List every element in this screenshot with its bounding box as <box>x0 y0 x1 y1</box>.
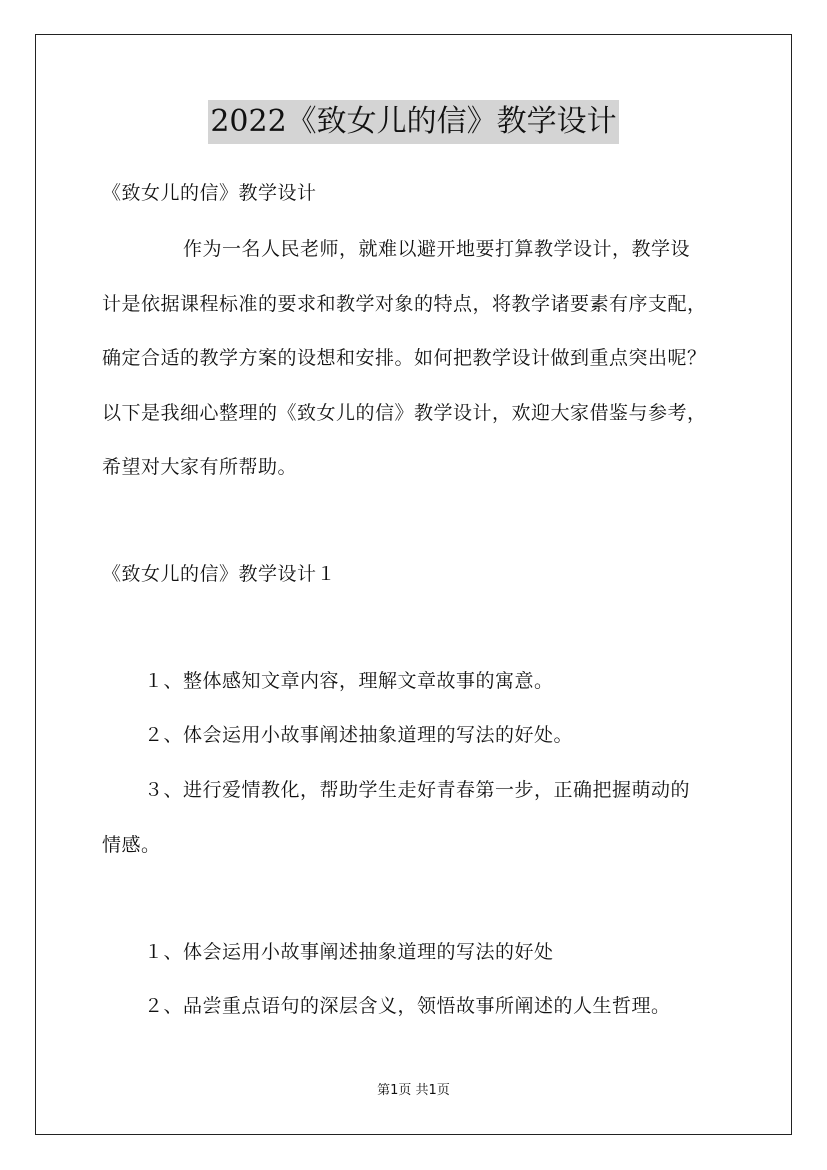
document-title: 2022《致女儿的信》教学设计 <box>208 100 618 144</box>
key-point-item: １、体会运用小故事阐述抽象道理的写法的好处 <box>144 941 554 963</box>
intro-line: 确定合适的教学方案的设想和安排。如何把教学设计做到重点突出呢？ <box>102 347 707 369</box>
intro-line: 以下是我细心整理的《致女儿的信》教学设计，欢迎大家借鉴与参考， <box>102 402 707 424</box>
intro-line: 希望对大家有所帮助。 <box>102 456 298 478</box>
key-point-item: ２、品尝重点语句的深层含义，领悟故事所阐述的人生哲理。 <box>144 995 671 1017</box>
page-footer: 第1页 共1页 <box>377 1083 450 1098</box>
goal-item-continuation: 情感。 <box>102 834 161 856</box>
goal-item: ３、进行爱情教化，帮助学生走好青春第一步，正确把握萌动的 <box>144 779 691 801</box>
intro-line: 作为一名人民老师，就难以避开地要打算教学设计，教学设 <box>183 238 691 260</box>
document-title-wrap <box>0 100 827 144</box>
subtitle: 《致女儿的信》教学设计 <box>102 182 317 204</box>
intro-line: 计是依据课程标准的要求和教学对象的特点，将教学诸要素有序支配， <box>102 293 707 315</box>
goal-item: ２、体会运用小故事阐述抽象道理的写法的好处。 <box>144 724 574 746</box>
goal-item: １、整体感知文章内容，理解文章故事的寓意。 <box>144 670 554 692</box>
section-title: 《致女儿的信》教学设计１ <box>102 563 337 585</box>
